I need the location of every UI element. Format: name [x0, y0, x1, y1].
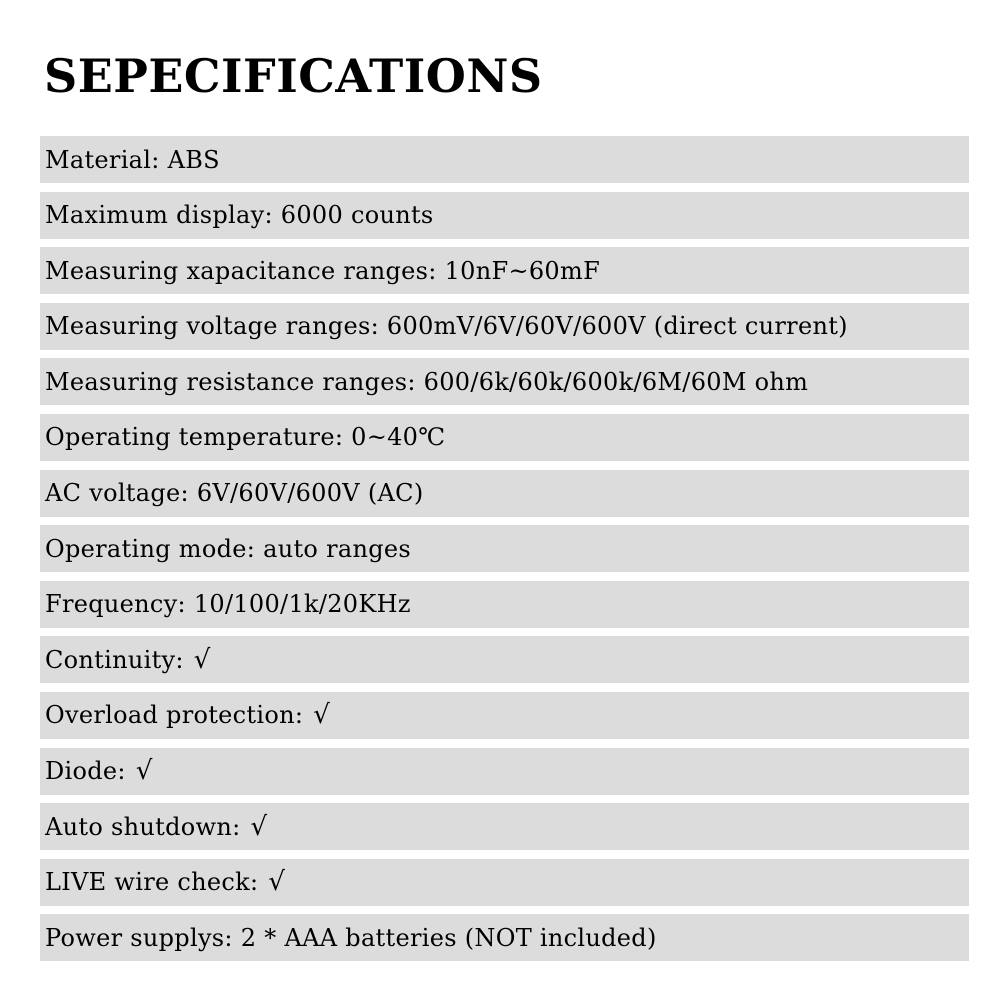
spec-text: Operating temperature: 0~40℃ — [45, 423, 446, 452]
spec-row-resistance-ranges — [40, 358, 969, 405]
check-mark-icon: √ — [193, 644, 211, 675]
spec-text: Measuring xapacitance ranges: 10nF~60mF — [45, 256, 601, 285]
spec-list — [40, 136, 969, 970]
spec-text: Diode: — [45, 757, 126, 786]
check-mark-icon: √ — [250, 811, 268, 842]
spec-text: Maximum display: 6000 counts — [45, 201, 434, 230]
spec-row-auto-shutdown — [40, 803, 969, 850]
spec-text: Measuring voltage ranges: 600mV/6V/60V/600V (direct current) — [45, 312, 848, 341]
spec-text: Auto shutdown: — [45, 812, 241, 841]
spec-row-operating-temperature — [40, 414, 969, 461]
spec-text: Measuring resistance ranges: 600/6k/60k/600k/6M/60M ohm — [45, 367, 809, 396]
spec-text: Frequency: 10/100/1k/20KHz — [45, 590, 411, 619]
spec-text: Power supplys: 2 * AAA batteries (NOT included) — [45, 923, 657, 952]
spec-row-continuity — [40, 636, 969, 683]
spec-text: Operating mode: auto ranges — [45, 534, 411, 563]
spec-row-voltage-ranges — [40, 303, 969, 350]
spec-row-diode — [40, 748, 969, 795]
spec-row-ac-voltage — [40, 470, 969, 517]
spec-text: LIVE wire check: — [45, 868, 259, 897]
check-mark-icon: √ — [135, 756, 153, 787]
spec-row-power-supply — [40, 914, 969, 961]
spec-row-operating-mode — [40, 525, 969, 572]
spec-row-material — [40, 136, 969, 183]
spec-row-maximum-display — [40, 192, 969, 239]
spec-text: Continuity: — [45, 645, 184, 674]
spec-row-frequency — [40, 581, 969, 628]
spec-text: AC voltage: 6V/60V/600V (AC) — [45, 479, 424, 508]
spec-row-overload-protection — [40, 692, 969, 739]
check-mark-icon: √ — [268, 867, 285, 898]
page-title: SEPECIFICATIONS — [44, 49, 543, 103]
check-mark-icon: √ — [313, 700, 330, 731]
spec-row-live-wire-check — [40, 859, 969, 906]
spec-text: Material: ABS — [45, 145, 220, 174]
spec-text: Overload protection: — [45, 701, 304, 730]
spec-row-capacitance-ranges — [40, 247, 969, 294]
